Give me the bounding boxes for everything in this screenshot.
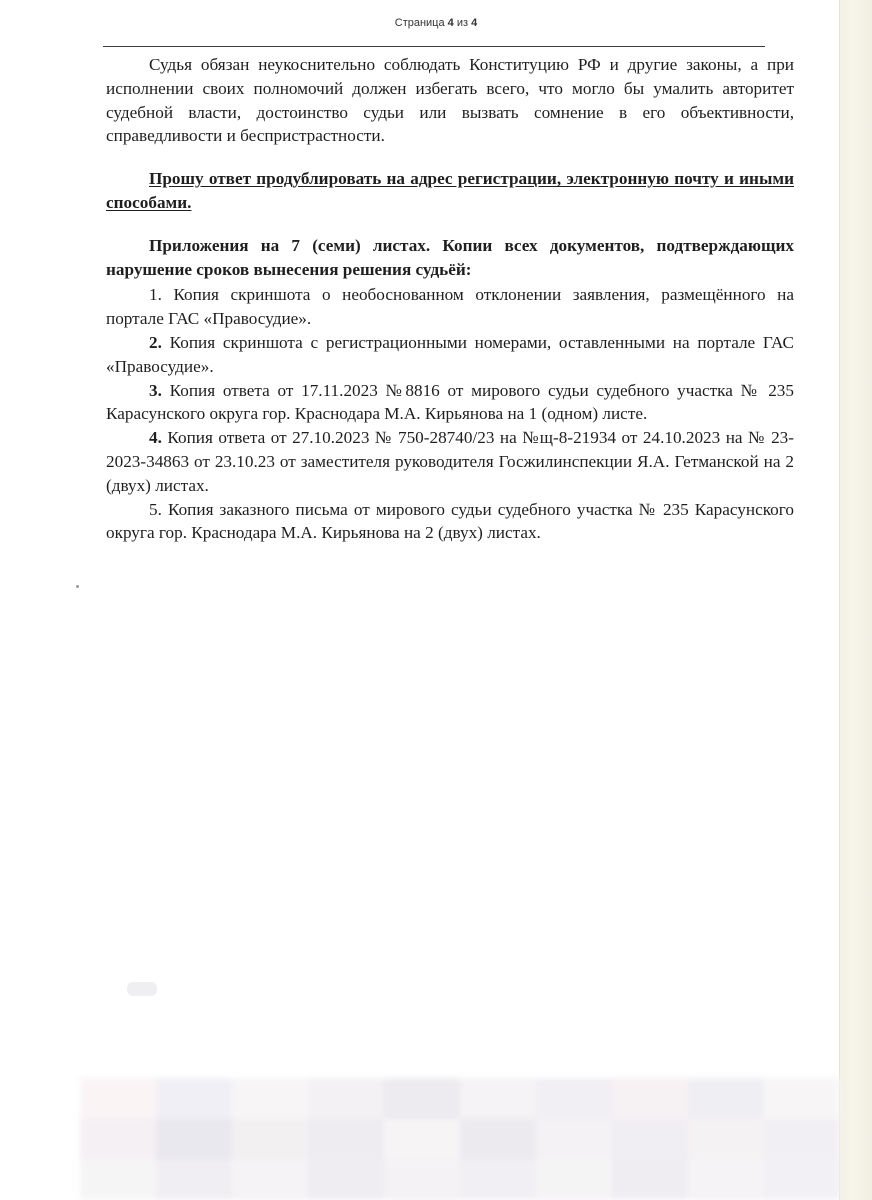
blur-tile — [80, 1119, 156, 1160]
page-total-number: 4 — [471, 17, 478, 29]
blur-tile — [80, 1078, 156, 1119]
blur-tile — [764, 1078, 840, 1119]
appendix-item — [106, 426, 794, 497]
blur-tile — [156, 1078, 232, 1119]
request-paragraph — [106, 167, 794, 215]
page-header — [0, 17, 872, 29]
blur-tile — [764, 1119, 840, 1160]
blur-tile — [688, 1078, 764, 1119]
blur-tile — [308, 1119, 384, 1160]
blur-tile — [688, 1119, 764, 1160]
blur-tile — [384, 1119, 460, 1160]
blur-tile — [612, 1078, 688, 1119]
appendix-item-text: Копия ответа от 27.10.2023 № 750-28740/23 на №щ-8-21934 от 24.10.2023 на № 23-2023-34863 от 23.10.23 от заместителя руководителя Госжилинспекции Я.А. Гетманской на 2 (двух) листах. — [106, 428, 794, 495]
appendix-item-text: Копия скриншота о необоснованном отклонении заявления, размещённого на портале ГАС «Правосудие». — [106, 285, 795, 329]
document-body — [106, 53, 794, 545]
blur-tile — [460, 1159, 536, 1200]
appendix-item-text: Копия ответа от 17.11.2023 №8816 от мирового судьи судебного участка № 235 Карасунского округа гор. Краснодара М.А. Кирьянова на 1 (одном) листе. — [106, 380, 794, 424]
page-header-prefix: Страница — [394, 17, 445, 29]
blur-tile — [460, 1078, 536, 1119]
appendix-item-number: 2. — [149, 332, 162, 352]
blurred-signature-area — [80, 1078, 840, 1200]
appendix-item — [106, 498, 794, 546]
page-header-sep: из — [456, 17, 469, 29]
blur-tile — [536, 1078, 612, 1119]
blur-tile — [232, 1159, 308, 1200]
appendix-item — [106, 331, 794, 379]
appendix-list — [106, 283, 794, 545]
blur-tile — [536, 1119, 612, 1160]
blur-tile — [536, 1159, 612, 1200]
appendix-item-text: Копия заказного письма от мирового судьи судебного участка № 235 Карасунского округа гор. Краснодара М.А. Кирьянова на 2 (двух) листах. — [106, 499, 794, 543]
blur-tile — [232, 1119, 308, 1160]
paper-edge — [840, 0, 872, 1200]
blur-tile — [688, 1159, 764, 1200]
header-rule — [103, 46, 765, 47]
blur-tile — [612, 1159, 688, 1200]
appendix-item-number: 3. — [149, 380, 162, 400]
blur-tile — [764, 1159, 840, 1200]
appendix-item — [106, 379, 794, 427]
blur-tile — [156, 1159, 232, 1200]
blur-tile — [384, 1078, 460, 1119]
page-current-number: 4 — [447, 17, 454, 29]
judge-duty-paragraph: Судья обязан неукоснительно соблюдать Конституцию РФ и другие законы, а при исполнении своих полномочий должен избегать всего, что могло бы умалить авторитет судебной власти, достоинство судьи или вызвать сомнение в его объективности, справедливости и беспристрастности. — [106, 55, 794, 146]
appendix-item-text: Копия скриншота с регистрационными номерами, оставленными на портале ГАС «Правосудие». — [106, 332, 794, 376]
paper-edge-line — [839, 0, 840, 1200]
request-text: Прошу ответ продублировать на адрес регистрации, электронную почту и иными способами. — [106, 169, 794, 212]
blur-tile — [80, 1159, 156, 1200]
blur-tile — [612, 1119, 688, 1160]
blur-tile — [308, 1078, 384, 1119]
blur-tile — [232, 1078, 308, 1119]
appendix-item-number: 5. — [149, 499, 162, 519]
scan-smudge — [127, 982, 157, 996]
blur-tile — [156, 1119, 232, 1160]
appendix-item-number: 1. — [149, 285, 162, 305]
blur-tile — [308, 1159, 384, 1200]
blur-tile — [384, 1159, 460, 1200]
appendix-item — [106, 283, 794, 331]
appendix-item-number: 4. — [149, 428, 162, 448]
blur-tile — [460, 1119, 536, 1160]
scan-speck — [76, 585, 79, 588]
appendix-title: Приложения на 7 (семи) листах. Копии всех документов, подтверждающих нарушение сроков вынесения решения судьёй: — [106, 235, 794, 279]
